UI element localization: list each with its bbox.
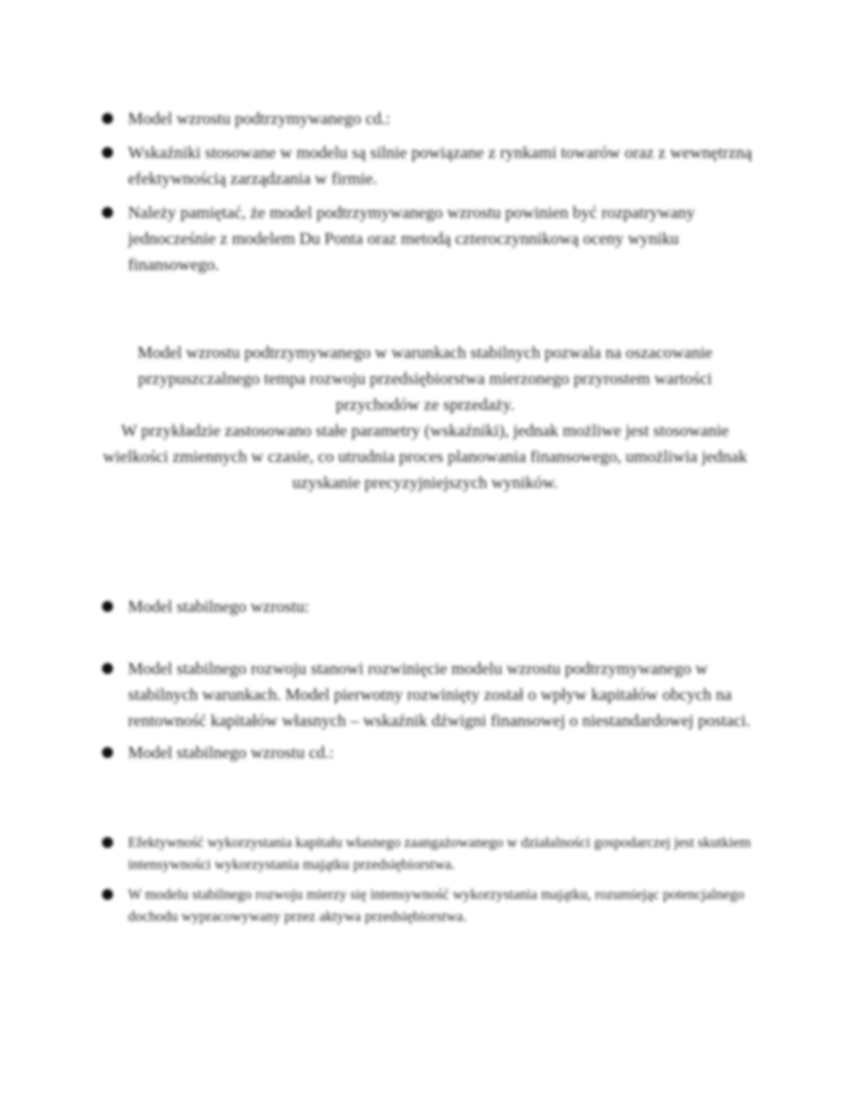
list-item: Należy pamiętać, że model podtrzymywanego wzrostu powinien być rozpatrywany jednocześnie z modelem Du Ponta oraz metodą czteroczynnikową oceny wyniku finansowego. (100, 200, 760, 278)
list-item: W modelu stabilnego rozwoju mierzy się intensywność wykorzystania majątku, rozumiejąc potencjalnego dochodu wypracowywany przez aktywa przedsiębiorstwa. (100, 884, 760, 928)
bullet-icon (102, 207, 113, 218)
centered-text (95, 340, 755, 496)
bullet-list-1 (100, 106, 760, 278)
list-item: Model wzrostu podtrzymywanego cd.: (100, 106, 760, 132)
bullet-icon (102, 113, 113, 124)
bullet-list-3 (100, 656, 760, 766)
list-item: Model stabilnego wzrostu cd.: (100, 740, 760, 766)
bullet-icon (102, 747, 113, 758)
list-item: Model stabilnego rozwoju stanowi rozwinięcie modelu wzrostu podtrzymywanego w stabilnych warunkach. Model pierwotny rozwinięty został o wpływ kapitałów obcych na rentowność kapitałów własnych – wskaźnik dźwigni finansowej o niestandardowej postaci. (100, 656, 760, 734)
bullet-icon (102, 889, 113, 900)
bullet-list-4 (100, 832, 760, 928)
list-item: Model stabilnego wzrostu: (100, 594, 760, 620)
bullet-icon (102, 837, 113, 848)
list-item: Wskaźniki stosowane w modelu są silnie powiązane z rynkami towarów oraz z wewnętrzną efektywnością zarządzania w firmie. (100, 140, 760, 192)
paragraph: W przykładzie zastosowano stałe parametry (wskaźniki), jednak możliwe jest stosowanie wielkości zmiennych w czasie, co utrudnia proces planowania finansowego, umożliwia jednak uzyskanie precyzyjniejszych wyników. (103, 421, 747, 492)
bullet-icon (102, 601, 113, 612)
bullet-icon (102, 663, 113, 674)
bullet-icon (102, 147, 113, 158)
paragraph: Model wzrostu podtrzymywanego w warunkach stabilnych pozwala na oszacowanie przypuszczalnego tempa rozwoju przedsiębiorstwa mierzonego przyrostem wartości przychodów ze sprzedaży. (137, 343, 713, 414)
bullet-list-2 (100, 594, 760, 620)
list-item: Efektywność wykorzystania kapitału własnego zaangażowanego w działalności gospodarczej jest skutkiem intensywności wykorzystania majątku przedsiębiorstwa. (100, 832, 760, 876)
